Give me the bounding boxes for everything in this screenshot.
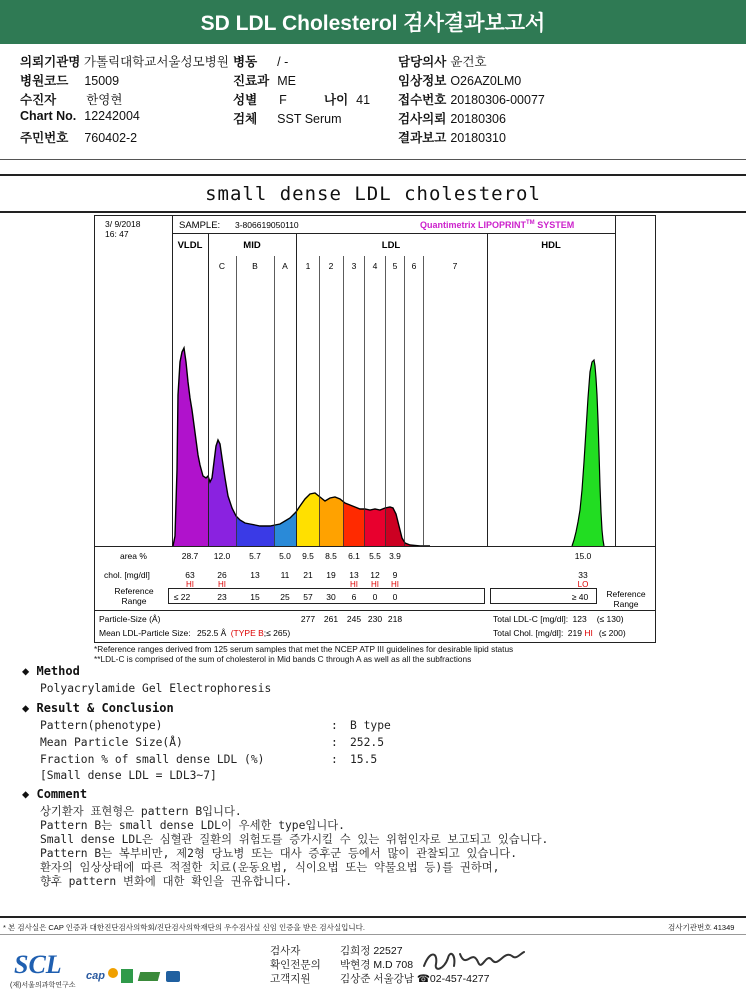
band-label: 7 [452, 261, 458, 271]
area-value: 28.7 [181, 551, 199, 561]
comment-line: Small dense LDL은 심혈관 질환의 위험도를 증가시킬 수 있는 위험인자로 보고되고 있습니다. [40, 833, 549, 846]
ref-value: 0 [372, 592, 378, 602]
info-clinical: 임상정보 O26AZ0LM0 [398, 74, 522, 88]
comment-heading: ◆ Comment [22, 787, 88, 801]
hdl-area-value: 15.0 [574, 551, 592, 561]
footnote-1: *Reference ranges derived from 125 serum samples that met the NCEP ATP III guidelines for desirable lipid status [94, 644, 514, 654]
info-institution: 의뢰기관명 가톨릭대학교서울성모병원 [20, 55, 229, 69]
particle-size-value: 277 [300, 614, 316, 624]
area-label: area % [120, 551, 147, 561]
chol-value: 19 [326, 570, 336, 580]
report-title: SD LDL Cholesterol 검사결과보고서 [0, 0, 746, 44]
staff-name: 김상준 서울강남 ☎02-457-4277 [340, 973, 490, 985]
license-no: 검사기관번호 41349 [668, 923, 735, 932]
area-value: 6.1 [348, 551, 360, 561]
band-label: 1 [305, 261, 311, 271]
diamond-icon: ◆ [22, 787, 30, 801]
ref-value: ≤ 22 [173, 592, 191, 602]
staff-role: 확인전문의 [270, 959, 321, 971]
size-label: Particle-Size (Å) [99, 614, 161, 624]
comment-line: Pattern B는 복부비만, 제2형 당뇨병 또는 대사 증후군 등에서 많이 관찰되고 있습니다. [40, 847, 518, 860]
ref-label: Reference [114, 586, 154, 596]
mean-size-label: Mean LDL-Particle Size: 252.5 Å (TYPE B;≤ 265) [99, 628, 291, 638]
cert-logos [86, 968, 182, 988]
chol-value: 63 [185, 570, 195, 580]
area-value: 5.0 [279, 551, 291, 561]
info-doctor: 담당의사 윤건호 [398, 55, 487, 69]
result-label: Pattern(phenotype) [40, 719, 163, 732]
result-note: [Small dense LDL = LDL3~7] [40, 769, 217, 782]
band-fill [274, 512, 296, 546]
ref-value: 57 [303, 592, 313, 602]
result-label: Mean Particle Size(Å) [40, 736, 183, 749]
ref-value: 25 [280, 592, 290, 602]
cert-notice: * 본 검사실은 CAP 인증과 대한진단검사의학회/진단검사의학재단의 우수검사실 신임 인증을 받은 검사실입니다. [3, 923, 365, 932]
footnote-2: **LDL-C is comprised of the sum of cholesterol in Mid bands C through A as well as all the subfractions [94, 654, 472, 664]
particle-size-value: 218 [387, 614, 403, 624]
divider [0, 916, 746, 918]
chol-value: 26 [217, 570, 227, 580]
band-fill [343, 501, 364, 546]
divider [0, 934, 746, 935]
info-patient-name: 수진자 한영현 [20, 93, 123, 107]
info-specimen: 검체 SST Serum [233, 112, 342, 126]
distribution-fills [173, 348, 604, 546]
section-title: small dense LDL cholesterol [205, 183, 541, 205]
particle-size-value: 230 [367, 614, 383, 624]
result-heading: ◆ Result & Conclusion [22, 701, 174, 715]
chart-time: 16: 47 [105, 229, 129, 239]
comment-line: 향후 pattern 변화에 대한 확인을 권유합니다. [40, 875, 293, 888]
band-label: C [218, 261, 226, 271]
band-labels [219, 261, 458, 271]
ref-label-hdl: Range [613, 599, 639, 609]
table-values [174, 551, 403, 624]
sample-label: SAMPLE: [179, 220, 221, 231]
band-fill [319, 496, 343, 546]
hdl-ref-value: ≥ 40 [571, 592, 589, 602]
total-chol: Total Chol. [mg/dl]: 219 HI (≤ 200) [493, 628, 626, 638]
band-fill [296, 493, 319, 546]
staff-name: 박현경 M.D 708 [340, 959, 414, 971]
band-fill [385, 507, 404, 546]
staff-role: 고객지원 [270, 973, 311, 985]
band-fill [364, 508, 385, 546]
result-value: B type [350, 719, 391, 732]
colon: : [331, 719, 338, 732]
particle-size-value: 261 [323, 614, 339, 624]
comment-line: 상기환자 표현형은 pattern B입니다. [40, 805, 242, 818]
system-name: Quantimetrix LIPOPRINT™ SYSTEM [420, 220, 575, 230]
info-hospital-code: 병원코드 15009 [20, 74, 120, 88]
chol-value: 11 [280, 570, 290, 580]
ref-value: 0 [392, 592, 398, 602]
cert-badge-icon [121, 969, 133, 983]
chol-value: 13 [250, 570, 260, 580]
cert-badge-icon [166, 971, 180, 982]
band-label: A [282, 261, 288, 271]
colon: : [331, 753, 338, 766]
comment-line: 환자의 임상상태에 따른 적절한 치료(운동요법, 식이요법 또는 약물요법 등)를 권하며, [40, 861, 500, 874]
cap-logo: cap [86, 970, 105, 982]
hdl-chol-flag: LO [577, 580, 589, 589]
info-ward: 병동 / - [233, 55, 289, 69]
scl-logo: SCL [14, 950, 62, 979]
chol-value: 21 [303, 570, 313, 580]
info-sex: 성별 F [233, 93, 287, 107]
cert-badge-icon [138, 972, 160, 981]
chol-value: 13 [349, 570, 359, 580]
band-label: 3 [351, 261, 357, 271]
colon: : [331, 736, 338, 749]
chart-date: 3/ 9/2018 [105, 219, 141, 229]
area-value: 9.5 [302, 551, 314, 561]
diamond-icon: ◆ [22, 701, 30, 715]
info-chart-no: Chart No. 12242004 [20, 109, 140, 123]
ref-value: 6 [351, 592, 357, 602]
comment-line: Pattern B는 small dense LDL이 우세한 type입니다. [40, 819, 345, 832]
band-label: 4 [372, 261, 378, 271]
area-value: 8.5 [325, 551, 337, 561]
method-heading: ◆ Method [22, 664, 80, 678]
info-request-date: 검사의뢰 20180306 [398, 112, 506, 126]
staff-name: 김희정 22527 [340, 945, 403, 957]
band-label: 2 [328, 261, 334, 271]
institute-name: (재)서울의과학연구소 [10, 982, 76, 989]
chol-flag: HI [350, 580, 358, 589]
result-label: Fraction % of small dense LDL (%) [40, 753, 265, 766]
band-label: 6 [411, 261, 417, 271]
band-label: B [252, 261, 258, 271]
area-value: 5.5 [369, 551, 381, 561]
chol-label: chol. [mg/dl] [104, 570, 150, 580]
group-label-mid: MID [243, 240, 261, 251]
area-value: 12.0 [213, 551, 231, 561]
info-report-date: 결과보고 20180310 [398, 131, 506, 145]
diamond-icon: ◆ [22, 664, 30, 678]
ref-value: 30 [326, 592, 336, 602]
info-age: 나이 41 [324, 93, 371, 107]
result-value: 15.5 [350, 753, 378, 766]
chol-flag: HI [371, 580, 379, 589]
area-value: 5.7 [249, 551, 261, 561]
group-label-hdl: HDL [541, 240, 561, 251]
band-dividers [209, 234, 488, 546]
cert-badge-icon [108, 968, 118, 978]
total-ldl: Total LDL-C [mg/dl]: 123 (≤ 130) [493, 614, 624, 624]
method-text: Polyacrylamide Gel Electrophoresis [40, 682, 272, 695]
chol-flag: HI [186, 580, 194, 589]
chol-value: 9 [392, 570, 398, 580]
info-department: 진료과 ME [233, 74, 296, 88]
ref-value: 15 [250, 592, 260, 602]
sample-id: 3-806619050110 [235, 220, 299, 230]
chol-flag: HI [391, 580, 399, 589]
result-value: 252.5 [350, 736, 385, 749]
hdl-chol-value: 33 [578, 570, 588, 580]
band-label: 5 [392, 261, 398, 271]
info-receipt-no: 접수번호 20180306-00077 [398, 93, 545, 107]
chol-flag: HI [218, 580, 226, 589]
particle-size-value: 245 [346, 614, 362, 624]
ref-label: Range [121, 596, 147, 606]
ref-value: 23 [217, 592, 227, 602]
area-value: 3.9 [389, 551, 401, 561]
group-label-ldl: LDL [381, 240, 401, 251]
staff-role: 검사자 [270, 945, 301, 957]
signature-image [420, 940, 530, 980]
ref-label-hdl: Reference [606, 589, 646, 599]
group-label-vldl: VLDL [177, 240, 203, 251]
chol-value: 12 [370, 570, 380, 580]
info-resident-no: 주민번호 760402-2 [20, 131, 138, 145]
band-fill [173, 348, 208, 546]
